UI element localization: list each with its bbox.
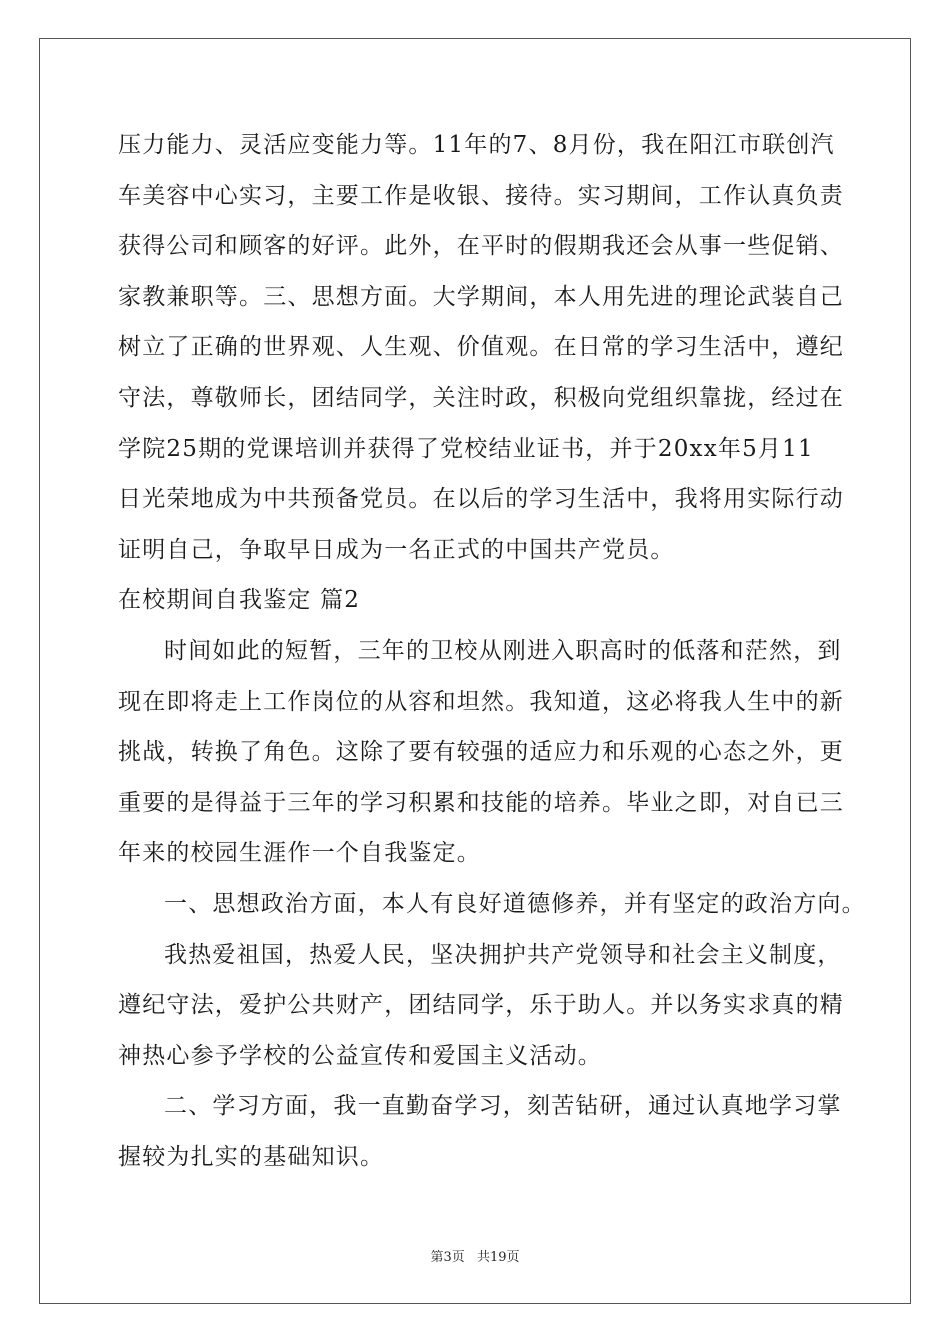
- page-footer: [0, 1246, 950, 1265]
- text-line: 守法，尊敬师长，团结同学，关注时政，积极向党组织靠拢，经过在: [118, 384, 844, 411]
- text-line: 树立了正确的世界观、人生观、价值观。在日常的学习生活中，遵纪: [118, 334, 844, 361]
- text-line: 压力能力、灵活应变能力等。11年的7、8月份，我在阳江市联创汽: [118, 132, 835, 158]
- text-line: 挑战，转换了角色。这除了要有较强的适应力和乐观的心态之外，更: [118, 739, 844, 766]
- text-line: 现在即将走上工作岗位的从容和坦然。我知道，这必将我人生中的新: [118, 688, 844, 715]
- text-line: 二、学习方面，我一直勤奋学习，刻苦钻研，通过认真地学习掌: [164, 1093, 842, 1120]
- text-line: 车美容中心实习，主要工作是收银、接待。实习期间，工作认真负责: [118, 182, 844, 209]
- page-total: 共19页: [476, 1250, 520, 1265]
- section-heading: 在校期间自我鉴定 篇2: [118, 587, 361, 614]
- text-line: 证明自己，争取早日成为一名正式的中国共产党员。: [118, 536, 675, 563]
- text-line: 时间如此的短暂，三年的卫校从刚进入职高时的低落和茫然，到: [164, 637, 842, 664]
- text-line: 学院25期的党课培训并获得了党校结业证书，并于20xx年5月11: [118, 435, 814, 462]
- text-line: 一、思想政治方面，本人有良好道德修养，并有坚定的政治方向。: [164, 890, 866, 917]
- text-line: 握较为扎实的基础知识。: [118, 1143, 385, 1170]
- text-line: 年来的校园生涯作一个自我鉴定。: [118, 840, 481, 867]
- text-line: 获得公司和顾客的好评。此外，在平时的假期我还会从事一些促销、: [118, 233, 844, 260]
- text-line: 日光荣地成为中共预备党员。在以后的学习生活中，我将用实际行动: [118, 486, 844, 513]
- text-line: 遵纪守法，爱护公共财产，团结同学，乐于助人。并以务实求真的精: [118, 992, 844, 1019]
- document-body: [118, 120, 866, 1182]
- text-line: 家教兼职等。三、思想方面。大学期间，本人用先进的理论武装自己: [118, 283, 844, 310]
- text-line: 神热心参予学校的公益宣传和爱国主义活动。: [118, 1042, 602, 1069]
- text-line: 我热爱祖国，热爱人民，坚决拥护共产党领导和社会主义制度，: [164, 941, 842, 968]
- page-number: 第3页: [430, 1250, 465, 1265]
- text-line: 重要的是得益于三年的学习积累和技能的培养。毕业之即，对自已三: [118, 789, 844, 816]
